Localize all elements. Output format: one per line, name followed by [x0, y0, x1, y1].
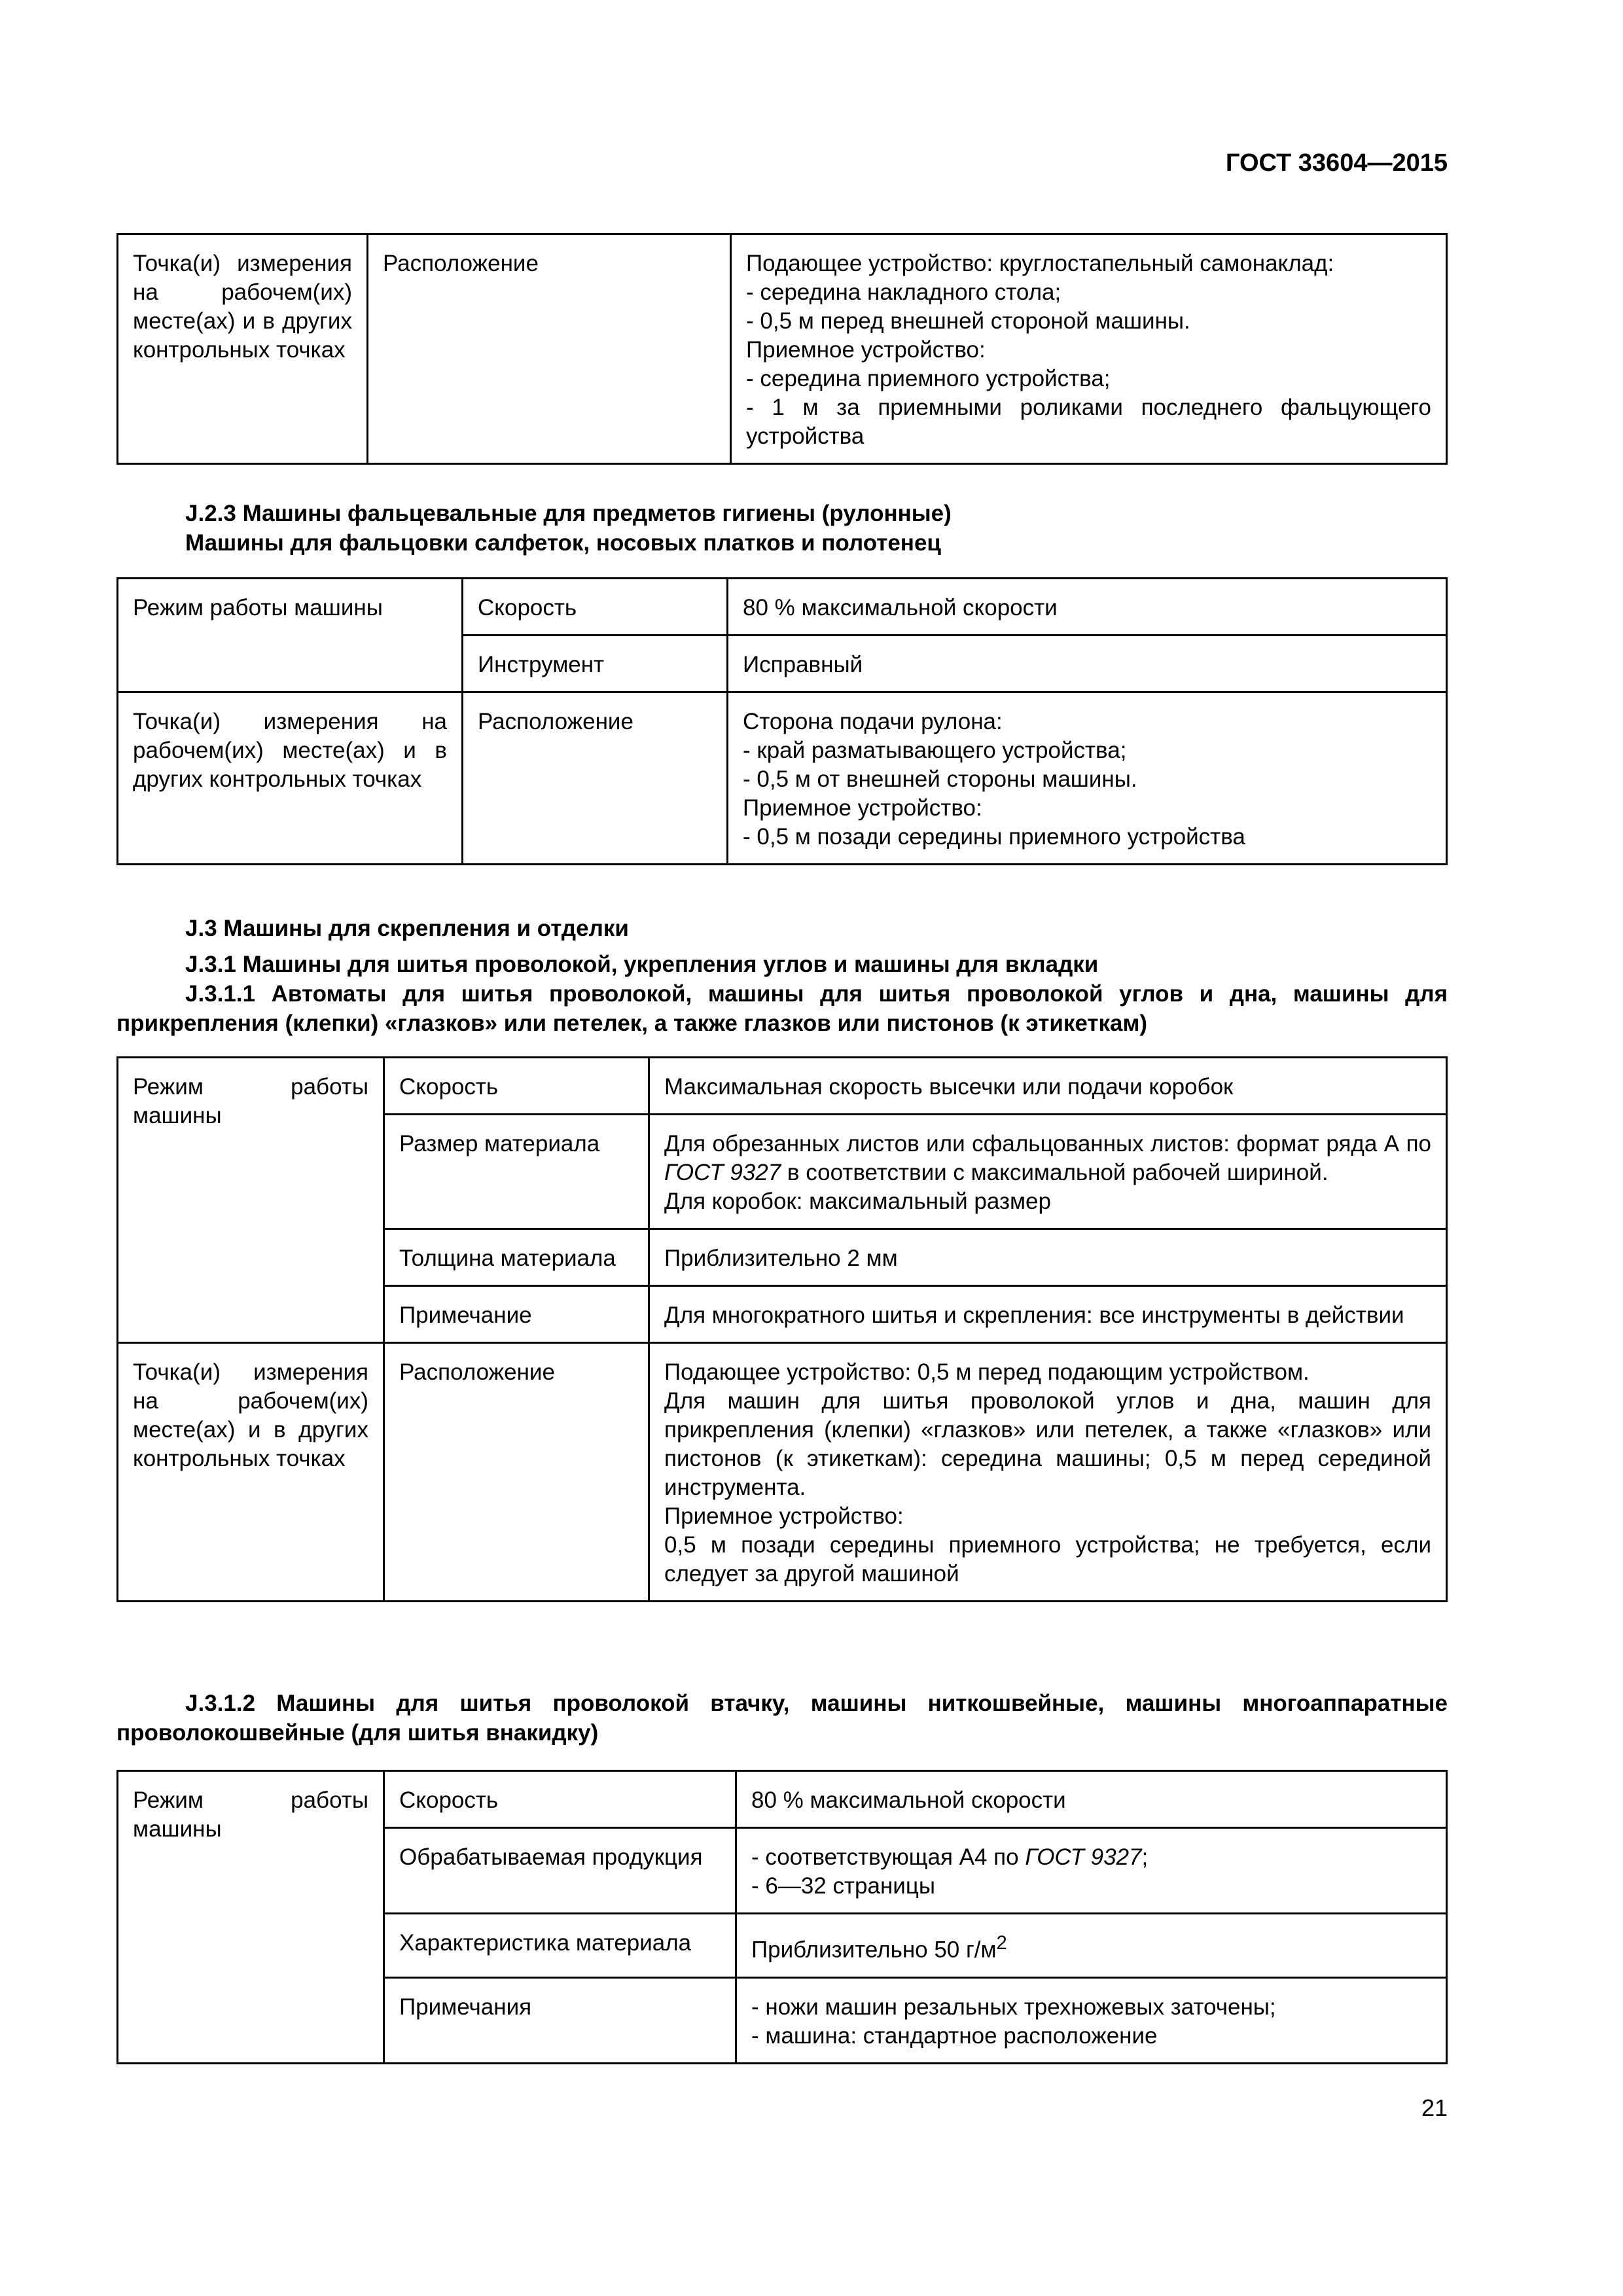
param-label: Расположение: [384, 1343, 649, 1602]
row-label: Режим работы машины: [118, 1058, 384, 1343]
param-label: Характеристика материала: [384, 1914, 736, 1978]
list-item: Подающее устройство: 0,5 м перед подающим устройством.: [664, 1359, 1310, 1385]
list-item: - 0,5 м позади середины приемного устройства: [743, 824, 1245, 850]
table-row: [118, 579, 1447, 636]
heading-line: J.3.1 Машины для шитья проволокой, укрепления углов и машины для вкладки: [185, 952, 1099, 977]
row-label: Режим работы машины: [118, 1771, 384, 2064]
row-label: Точка(и) измерения на рабочем(их) месте(ах) и в других контрольных точках: [118, 1343, 384, 1602]
heading-line: J.3 Машины для скрепления и отделки: [185, 916, 629, 941]
section-heading-j312: [116, 1689, 1448, 1748]
list-item: Приемное устройство:: [664, 1503, 904, 1529]
heading-line: J.2.3 Машины фальцевальные для предметов гигиены (рулонные): [185, 501, 952, 526]
table-saddle-stitching: [116, 1770, 1448, 2064]
list-item: Сторона подачи рулона:: [743, 709, 1003, 734]
table-row: [118, 1058, 1447, 1115]
list-item: - 0,5 м перед внешней стороной машины.: [746, 308, 1190, 334]
notes-list: [736, 1977, 1447, 2063]
row-label: Точка(и) измерения на рабочем(их) месте(ах) и в других контрольных точках: [118, 692, 463, 865]
superscript: 2: [996, 1933, 1007, 1954]
list-item: - машина: стандартное расположение: [751, 2022, 1158, 2049]
table-measurement-points-folding: [116, 233, 1448, 465]
location-list: [728, 692, 1447, 865]
text-run: Для обрезанных листов или сфальцованных листов: формат ряда А по: [664, 1131, 1431, 1157]
text-run: ;: [1141, 1844, 1149, 1870]
table-row: [118, 692, 1447, 865]
standard-reference: ГОСТ 9327: [1025, 1844, 1142, 1870]
param-value: 80 % максимальной скорости: [728, 579, 1447, 636]
table-wire-stitching: [116, 1056, 1448, 1602]
table-hygiene-folding: [116, 577, 1448, 865]
location-list: [731, 234, 1447, 464]
param-value: Для многократного шитья и скрепления: все инструменты в действии: [649, 1286, 1447, 1343]
param-label: Скорость: [384, 1771, 736, 1828]
table-row: [118, 1343, 1447, 1602]
list-item: Для машин для шитья проволокой углов и дна, машин для прикрепления (клепки) «глазков» или петелек, а также «глазков» или пистонов (к этикеткам): середина машины; 0,5 м перед серединой инструмента.: [664, 1388, 1431, 1500]
row-label: Точка(и) измерения на рабочем(их) месте(ах) и в других контрольных точках: [118, 234, 368, 464]
param-label: Инструмент: [463, 636, 728, 692]
param-label: Скорость: [463, 579, 728, 636]
param-value: [736, 1828, 1447, 1914]
list-item: - ножи машин резальных трехножевых заточены;: [751, 1994, 1276, 2020]
list-item: - край разматывающего устройства;: [743, 738, 1127, 763]
list-item: - 0,5 м от внешней стороны машины.: [743, 766, 1137, 792]
param-value: Исправный: [728, 636, 1447, 692]
table-row: [118, 1771, 1447, 1828]
heading-line: J.3.1.1 Автоматы для шитья проволокой, машины для шитья проволокой углов и дна, машины для прикрепления (клепки) «глазков» или петелек, а также глазков или пистонов (к этикеткам): [116, 981, 1448, 1036]
text-run: - 6—32 страницы: [751, 1873, 936, 1899]
param-label: Толщина материала: [384, 1229, 649, 1286]
section-heading-j23: [116, 499, 1448, 558]
standard-reference: ГОСТ 9327: [664, 1160, 781, 1185]
param-label: Размер материала: [384, 1115, 649, 1229]
param-label: Расположение: [368, 234, 731, 464]
document-code: ГОСТ 33604—2015: [1225, 149, 1448, 177]
list-item: - 1 м за приемными роликами последнего фальцующего устройства: [746, 395, 1431, 449]
heading-line: Машины для фальцовки салфеток, носовых платков и полотенец: [185, 530, 941, 556]
param-label: Обрабатываемая продукция: [384, 1828, 736, 1914]
param-value: [649, 1115, 1447, 1229]
list-item: Приемное устройство:: [743, 795, 982, 821]
location-list: [649, 1343, 1447, 1602]
row-label: Режим работы машины: [118, 579, 463, 692]
text-run: Приблизительно 50 г/м: [751, 1937, 997, 1963]
list-item: Подающее устройство: круглостапельный самонаклад:: [746, 251, 1334, 276]
section-heading-j3: [116, 914, 1448, 1038]
text-run: Для коробок: максимальный размер: [664, 1189, 1051, 1214]
param-label: Примечания: [384, 1977, 736, 2063]
param-value: Приблизительно 2 мм: [649, 1229, 1447, 1286]
param-label: Расположение: [463, 692, 728, 865]
table-row: [118, 234, 1447, 464]
param-value: Максимальная скорость высечки или подачи коробок: [649, 1058, 1447, 1115]
param-label: Скорость: [384, 1058, 649, 1115]
text-run: - соответствующая А4 по: [751, 1844, 1019, 1870]
text-run: в соответствии с максимальной рабочей шириной.: [787, 1160, 1329, 1185]
param-label: Примечание: [384, 1286, 649, 1343]
list-item: - середина приемного устройства;: [746, 366, 1111, 391]
list-item: 0,5 м позади середины приемного устройства; не требуется, если следует за другой машиной: [664, 1532, 1431, 1587]
list-item: Приемное устройство:: [746, 337, 986, 363]
param-value: [736, 1914, 1447, 1978]
page-number: 21: [1421, 2094, 1448, 2121]
list-item: - середина накладного стола;: [746, 279, 1061, 305]
heading-line: J.3.1.2 Машины для шитья проволокой втачку, машины ниткошвейные, машины многоаппаратные проволокошвейные (для шитья внакидку): [116, 1691, 1448, 1746]
param-value: 80 % максимальной скорости: [736, 1771, 1447, 1828]
